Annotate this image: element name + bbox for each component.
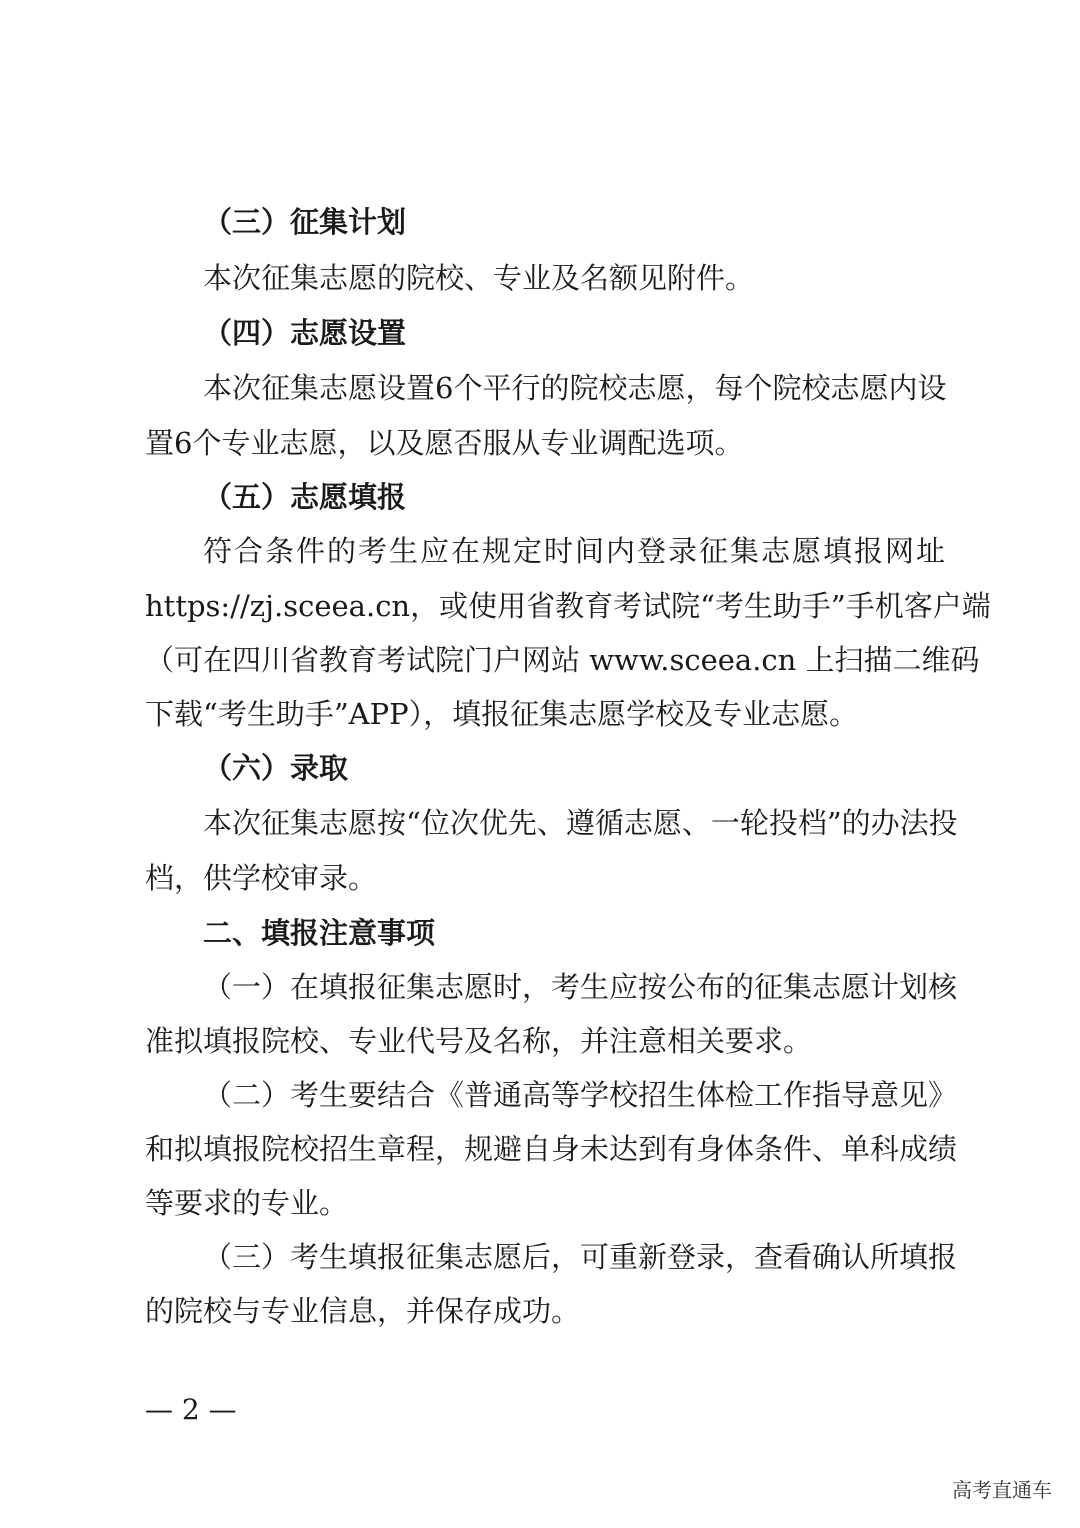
paragraph-line: （三）考生填报征集志愿后，可重新登录，查看确认所填报 [203,1240,958,1274]
paragraph-line: 的院校与专业信息，并保存成功。 [145,1294,581,1328]
page-number: — 2 — [145,1393,237,1426]
paragraph-line: 准拟填报院校、专业代号及名称，并注意相关要求。 [145,1024,813,1058]
paragraph-line: https://zj.sceea.cn，或使用省教育考试院“考生助手”手机客户端 [145,589,991,623]
paragraph-line: 等要求的专业。 [145,1186,349,1220]
paragraph-line: 本次征集志愿设置6个平行的院校志愿，每个院校志愿内设 [203,371,947,405]
paragraph-line: （一）在填报征集志愿时，考生应按公布的征集志愿计划核 [203,970,958,1004]
paragraph-line: 档，供学校审录。 [145,861,378,895]
paragraph-line: 本次征集志愿按“位次优先、遵循志愿、一轮投档”的办法投 [203,806,958,840]
paragraph-line: 符合条件的考生应在规定时间内登录征集志愿填报网址 [203,534,945,568]
paragraph-line: 本次征集志愿的院校、专业及名额见附件。 [203,261,755,295]
heading-collection-plan: （三）征集计划 [203,205,407,239]
paragraph-line: 和拟填报院校招生章程，规避自身未达到有身体条件、单科成绩 [145,1132,958,1166]
heading-notes: 二、填报注意事项 [203,916,436,950]
watermark: 高考直通车 [952,1478,1052,1502]
heading-admission: （六）录取 [203,751,349,785]
paragraph-line: 置6个专业志愿，以及愿否服从专业调配选项。 [145,426,744,460]
paragraph-line: （二）考生要结合《普通高等学校招生体检工作指导意见》 [203,1078,958,1112]
paragraph-line: 下载“考生助手”APP），填报征集志愿学校及专业志愿。 [145,697,859,731]
heading-wish-settings: （四）志愿设置 [203,316,407,350]
paragraph-line: （可在四川省教育考试院门户网站 www.sceea.cn 上扫描二维码 [145,643,980,677]
heading-wish-filling: （五）志愿填报 [203,480,407,514]
